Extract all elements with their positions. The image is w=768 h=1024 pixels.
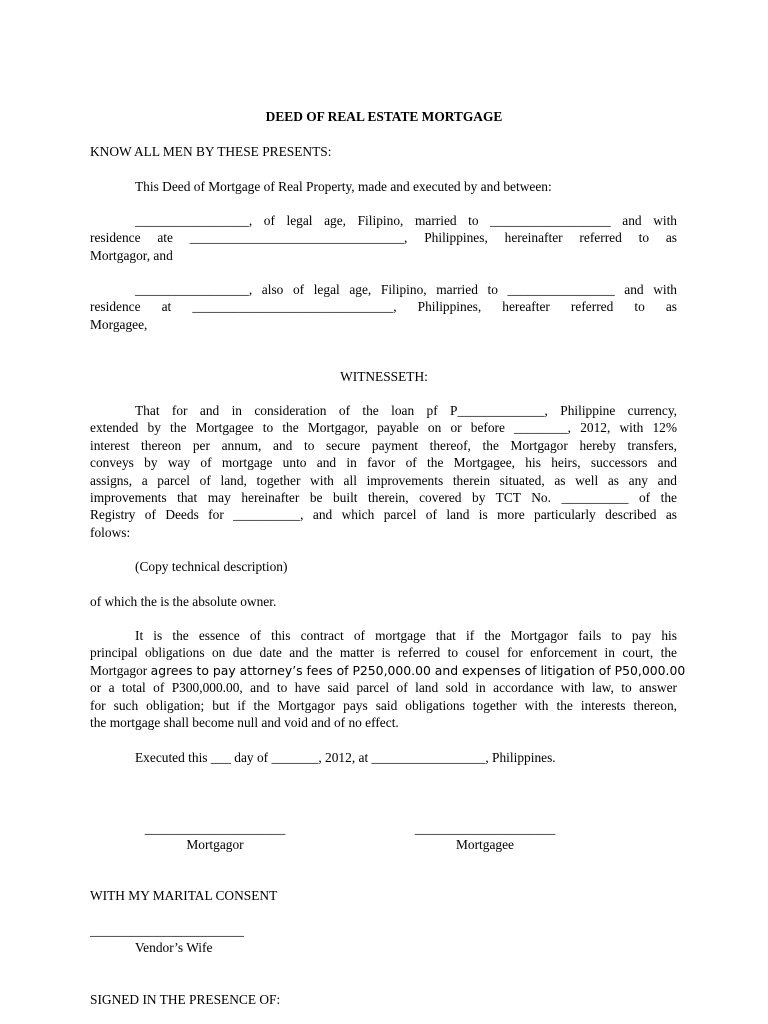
essence-line — [90, 662, 686, 679]
essence-paragraph — [90, 627, 686, 731]
technical-description-note: (Copy technical description) — [135, 559, 288, 574]
mortgagor-paragraph — [90, 212, 677, 264]
essence-line: the mortgage shall become null and void and of no effect. — [90, 714, 399, 730]
owner-line: of which the is the absolute owner. — [90, 594, 277, 609]
mortgagee-paragraph — [90, 281, 677, 333]
executed-line: Executed this ___ day of _______, 2012, at _________________, Philippines. — [135, 750, 556, 765]
essence-line: or a total of P300,000.00, and to have said parcel of land sold in accordance with law, to answer — [90, 680, 677, 696]
preamble: KNOW ALL MEN BY THESE PRESENTS: — [90, 144, 332, 159]
mortgagee-signature-line: _____________________ — [414, 821, 556, 836]
loan-line: extended by the Mortgagee to the Mortgagor, payable on or before ________, 2012, with 12% — [90, 420, 677, 436]
essence-line: It is the essence of this contract of mortgage that if the Mortgagor fails to pay his — [135, 628, 677, 643]
wife-signature-line: _______________________ — [90, 923, 244, 938]
mortgagor-line: _________________, of legal age, Filipino, married to __________________ and with — [135, 213, 677, 228]
essence-line-part: Mortgagor — [90, 662, 151, 678]
loan-line: Registry of Deeds for __________, and which parcel of land is more particularly described as — [90, 507, 677, 523]
marital-consent-heading: WITH MY MARITAL CONSENT — [90, 888, 278, 903]
loan-line: assigns, a parcel of land, together with all improvements therein situated, as well as any and — [90, 472, 677, 488]
loan-line: conveys by way of mortgage unto and in favor of the Mortgagee, his heirs, successors and — [90, 455, 677, 471]
mortgagor-line: Mortgagor, and — [90, 247, 173, 263]
wife-signature-label: Vendor’s Wife — [135, 940, 213, 955]
intro-paragraph: This Deed of Mortgage of Real Property, made and executed by and between: — [135, 179, 552, 194]
mortgagee-line: _________________, also of legal age, Filipino, married to ________________ and with — [135, 282, 677, 297]
witness-heading: SIGNED IN THE PRESENCE OF: — [90, 992, 281, 1007]
mortgagor-signature-line: _____________________ — [144, 821, 286, 836]
essence-line: for such obligation; but if the Mortgagor pays said obligations together with the interests thereon, — [90, 697, 677, 713]
essence-line: principal obligations on due date and the matter is referred to cousel for enforcement in court, the — [90, 645, 677, 661]
mortgagee-line: Morgagee, — [90, 316, 148, 332]
mortgagor-line: residence ate ________________________________, Philippines, hereinafter referred to as — [90, 230, 677, 246]
mortgagor-signature-label: Mortgagor — [186, 837, 244, 852]
loan-line: That for and in consideration of the loan pf P_____________, Philippine currency, — [135, 403, 677, 418]
essence-line-part: agrees to pay attorney’s fees of P250,000.00 and expenses of litigation of P50,000.00 — [150, 662, 686, 678]
loan-line: improvements that may hereinafter be built therein, covered by TCT No. __________ of the — [90, 489, 677, 505]
mortgagee-line: residence at ______________________________, Philippines, hereafter referred to as — [90, 299, 677, 315]
loan-line: interest thereon per annum, and to secure payment thereof, the Mortgagor hereby transfers, — [90, 437, 677, 453]
loan-paragraph — [90, 402, 677, 541]
witnesseth-heading: WITNESSETH: — [340, 369, 428, 384]
mortgagee-signature-label: Mortgagee — [455, 837, 514, 852]
document-title: DEED OF REAL ESTATE MORTGAGE — [265, 109, 503, 124]
loan-line: folows: — [90, 524, 131, 540]
